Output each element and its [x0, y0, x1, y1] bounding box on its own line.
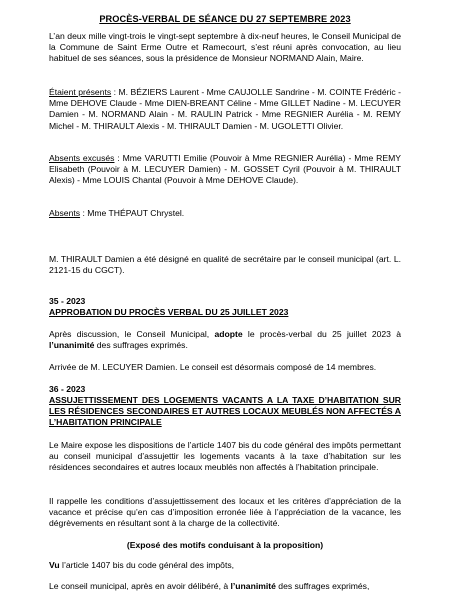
presents-paragraph	[49, 87, 401, 132]
secretaire-paragraph: M. THIRAULT Damien a été désigné en qualité de secrétaire par le conseil municipal (art. L. 2121-15 du CGCT).	[49, 254, 401, 276]
presents-list: : M. BÉZIERS Laurent - Mme CAUJOLLE Sandrine - M. COINTE Frédéric - Mme DEHOVE Claude - Mme DIEN-BREANT Céline - Mme GILLET Nadine - M. LECUYER Damien - M. NORMAND Alain - M. RAULIN Patrick - Mme REGNIER Aurélia - M. REMY Michel - M. THIRAULT Alexis - M. THIRAULT Damien - M. UGOLETTI Olivier.	[49, 87, 402, 131]
intro-paragraph: L’an deux mille vingt-trois le vingt-sept septembre à dix-neuf heures, le Conseil Municipal de la Commune de Saint Erme Outre et Ramecourt, s’est réuni après convocation, au lieu habituel de ses séances, sous la présidence de Monsieur NORMAND Alain, Maire.	[49, 31, 401, 64]
item-35-heading: APPROBATION DU PROCÈS VERBAL DU 25 JUILLET 2023	[49, 307, 289, 317]
item-35-paragraph-2: Arrivée de M. LECUYER Damien. Le conseil est désormais composé de 14 membres.	[49, 362, 377, 372]
excuses-label: Absents excusés	[49, 153, 115, 163]
item-35-number: 35 - 2023	[49, 296, 86, 306]
item-36-heading: ASSUJETTISSEMENT DES LOGEMENTS VACANTS A LA TAXE D’HABITATION SUR LES RÉSIDENCES SECONDAIRES ET AUTRES LOCAUX MEUBLÉS NON AFFECTÉS A L’HABITATION PRINCIPALE	[49, 395, 401, 428]
item-36-paragraph-2: Il rappelle les conditions d’assujettissement des locaux et les critères d’appréciation de la vacance et précise qu’en cas d’imposition erronée liée à l’appréciation de la vacance, les dégrèvements en résultant sont à la charge de la collectivité.	[49, 496, 401, 529]
excuses-list: : Mme VARUTTI Emilie (Pouvoir à Mme REGNIER Aurélia) - Mme REMY Elisabeth (Pouvoir à M. LECUYER Damien) - M. GOSSET Cyril (Pouvoir à M. THIRAULT Alexis) - Mme LOUIS Chantal (Pouvoir à Mme DEHOVE Claude).	[49, 153, 401, 186]
item-36-final: Le conseil municipal, après en avoir délibéré, à l’unanimité des suffrages exprimés,	[49, 581, 370, 591]
item-35-paragraph-1: Après discussion, le Conseil Municipal, adopte le procès-verbal du 25 juillet 2023 à l’unanimité des suffrages exprimés.	[49, 329, 402, 351]
item-36-expose: (Exposé des motifs conduisant à la proposition)	[126, 540, 324, 550]
absents-label: Absents	[49, 208, 81, 218]
excuses-paragraph	[49, 153, 401, 187]
absents-list: : Mme THÉPAUT Chrystel.	[80, 208, 185, 218]
item-36-vu: Vu l’article 1407 bis du code général des impôts,	[49, 560, 235, 570]
presents-label: Étaient présents	[49, 87, 112, 97]
absents-paragraph	[49, 208, 401, 219]
item-36-number: 36 - 2023	[49, 384, 86, 394]
item-36-paragraph-1: Le Maire expose les dispositions de l’article 1407 bis du code général des impôts permettant au conseil municipal d’assujettir les logements vacants à la taxe d’habitation sur les résidences secondaires et autres locaux meublés non affectés à l’habitation principale.	[49, 440, 401, 473]
page-title: PROCÈS-VERBAL DE SÉANCE DU 27 SEPTEMBRE 2023	[99, 14, 351, 24]
